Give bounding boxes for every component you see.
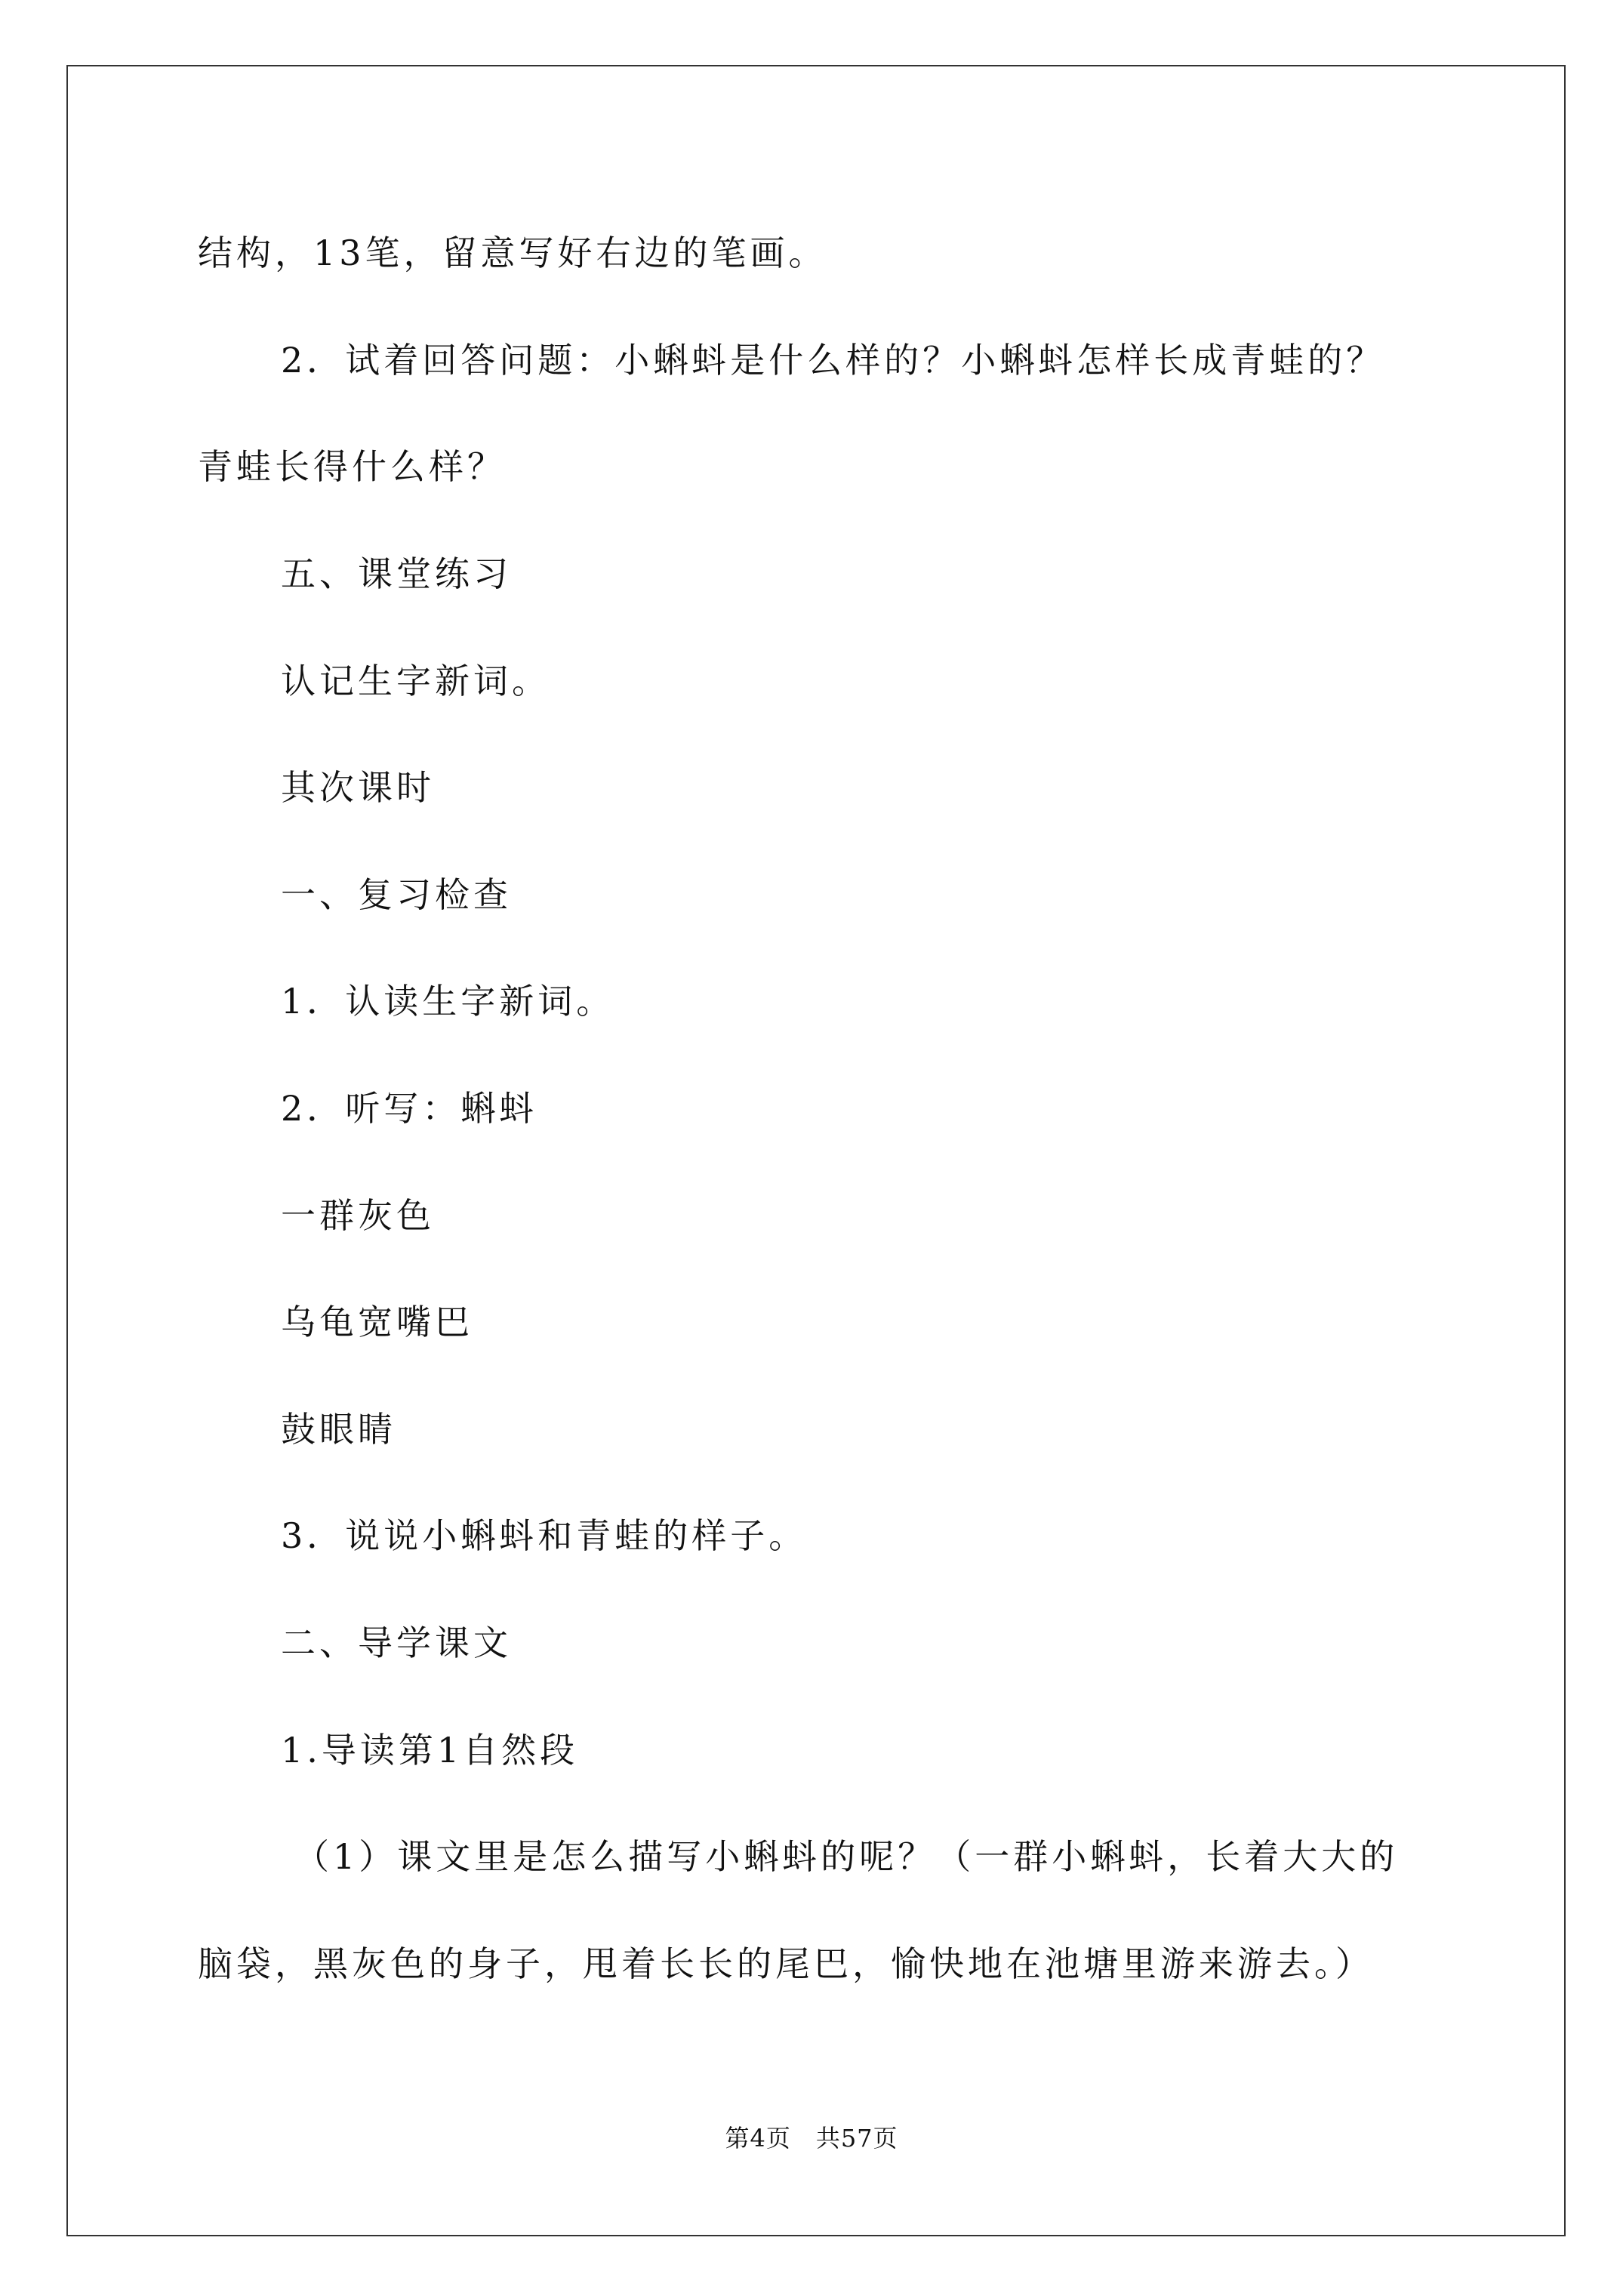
section-heading: 一、复习检查 [281, 874, 512, 915]
paragraph-line: 2．试着回答问题：小蝌蚪是什么样的？小蝌蚪怎样长成青蛙的？ [281, 340, 1385, 381]
paragraph-line: （1）课文里是怎么描写小蝌蚪的呢？（一群小蝌蚪，长着大大的 [294, 1836, 1399, 1877]
paragraph-line: 认记生字新词。 [281, 661, 550, 701]
paragraph-line: 乌龟宽嘴巴 [281, 1302, 473, 1342]
section-heading: 二、导学课文 [281, 1623, 512, 1663]
page-number-footer: 第4页 共57页 [725, 2124, 898, 2153]
page-border [66, 65, 1566, 2236]
section-heading: 其次课时 [281, 767, 435, 808]
section-heading: 五、课堂练习 [281, 553, 512, 594]
paragraph-line: 青蛙长得什么样？ [198, 446, 506, 487]
paragraph-line: 脑袋，黑灰色的身子，甩着长长的尾巴，愉快地在池塘里游来游去。） [198, 1943, 1374, 1984]
paragraph-line: 一群灰色 [281, 1195, 435, 1236]
paragraph-line: 1．认读生字新词。 [281, 981, 615, 1022]
paragraph-line: 鼓眼睛 [281, 1409, 396, 1450]
paragraph-line: 2．听写：蝌蚪 [281, 1088, 538, 1129]
paragraph-line: 3．说说小蝌蚪和青蛙的样子。 [281, 1515, 808, 1556]
paragraph-line: 1.导读第1自然段 [281, 1730, 579, 1771]
paragraph-line: 结构，13笔，留意写好右边的笔画。 [198, 233, 827, 273]
